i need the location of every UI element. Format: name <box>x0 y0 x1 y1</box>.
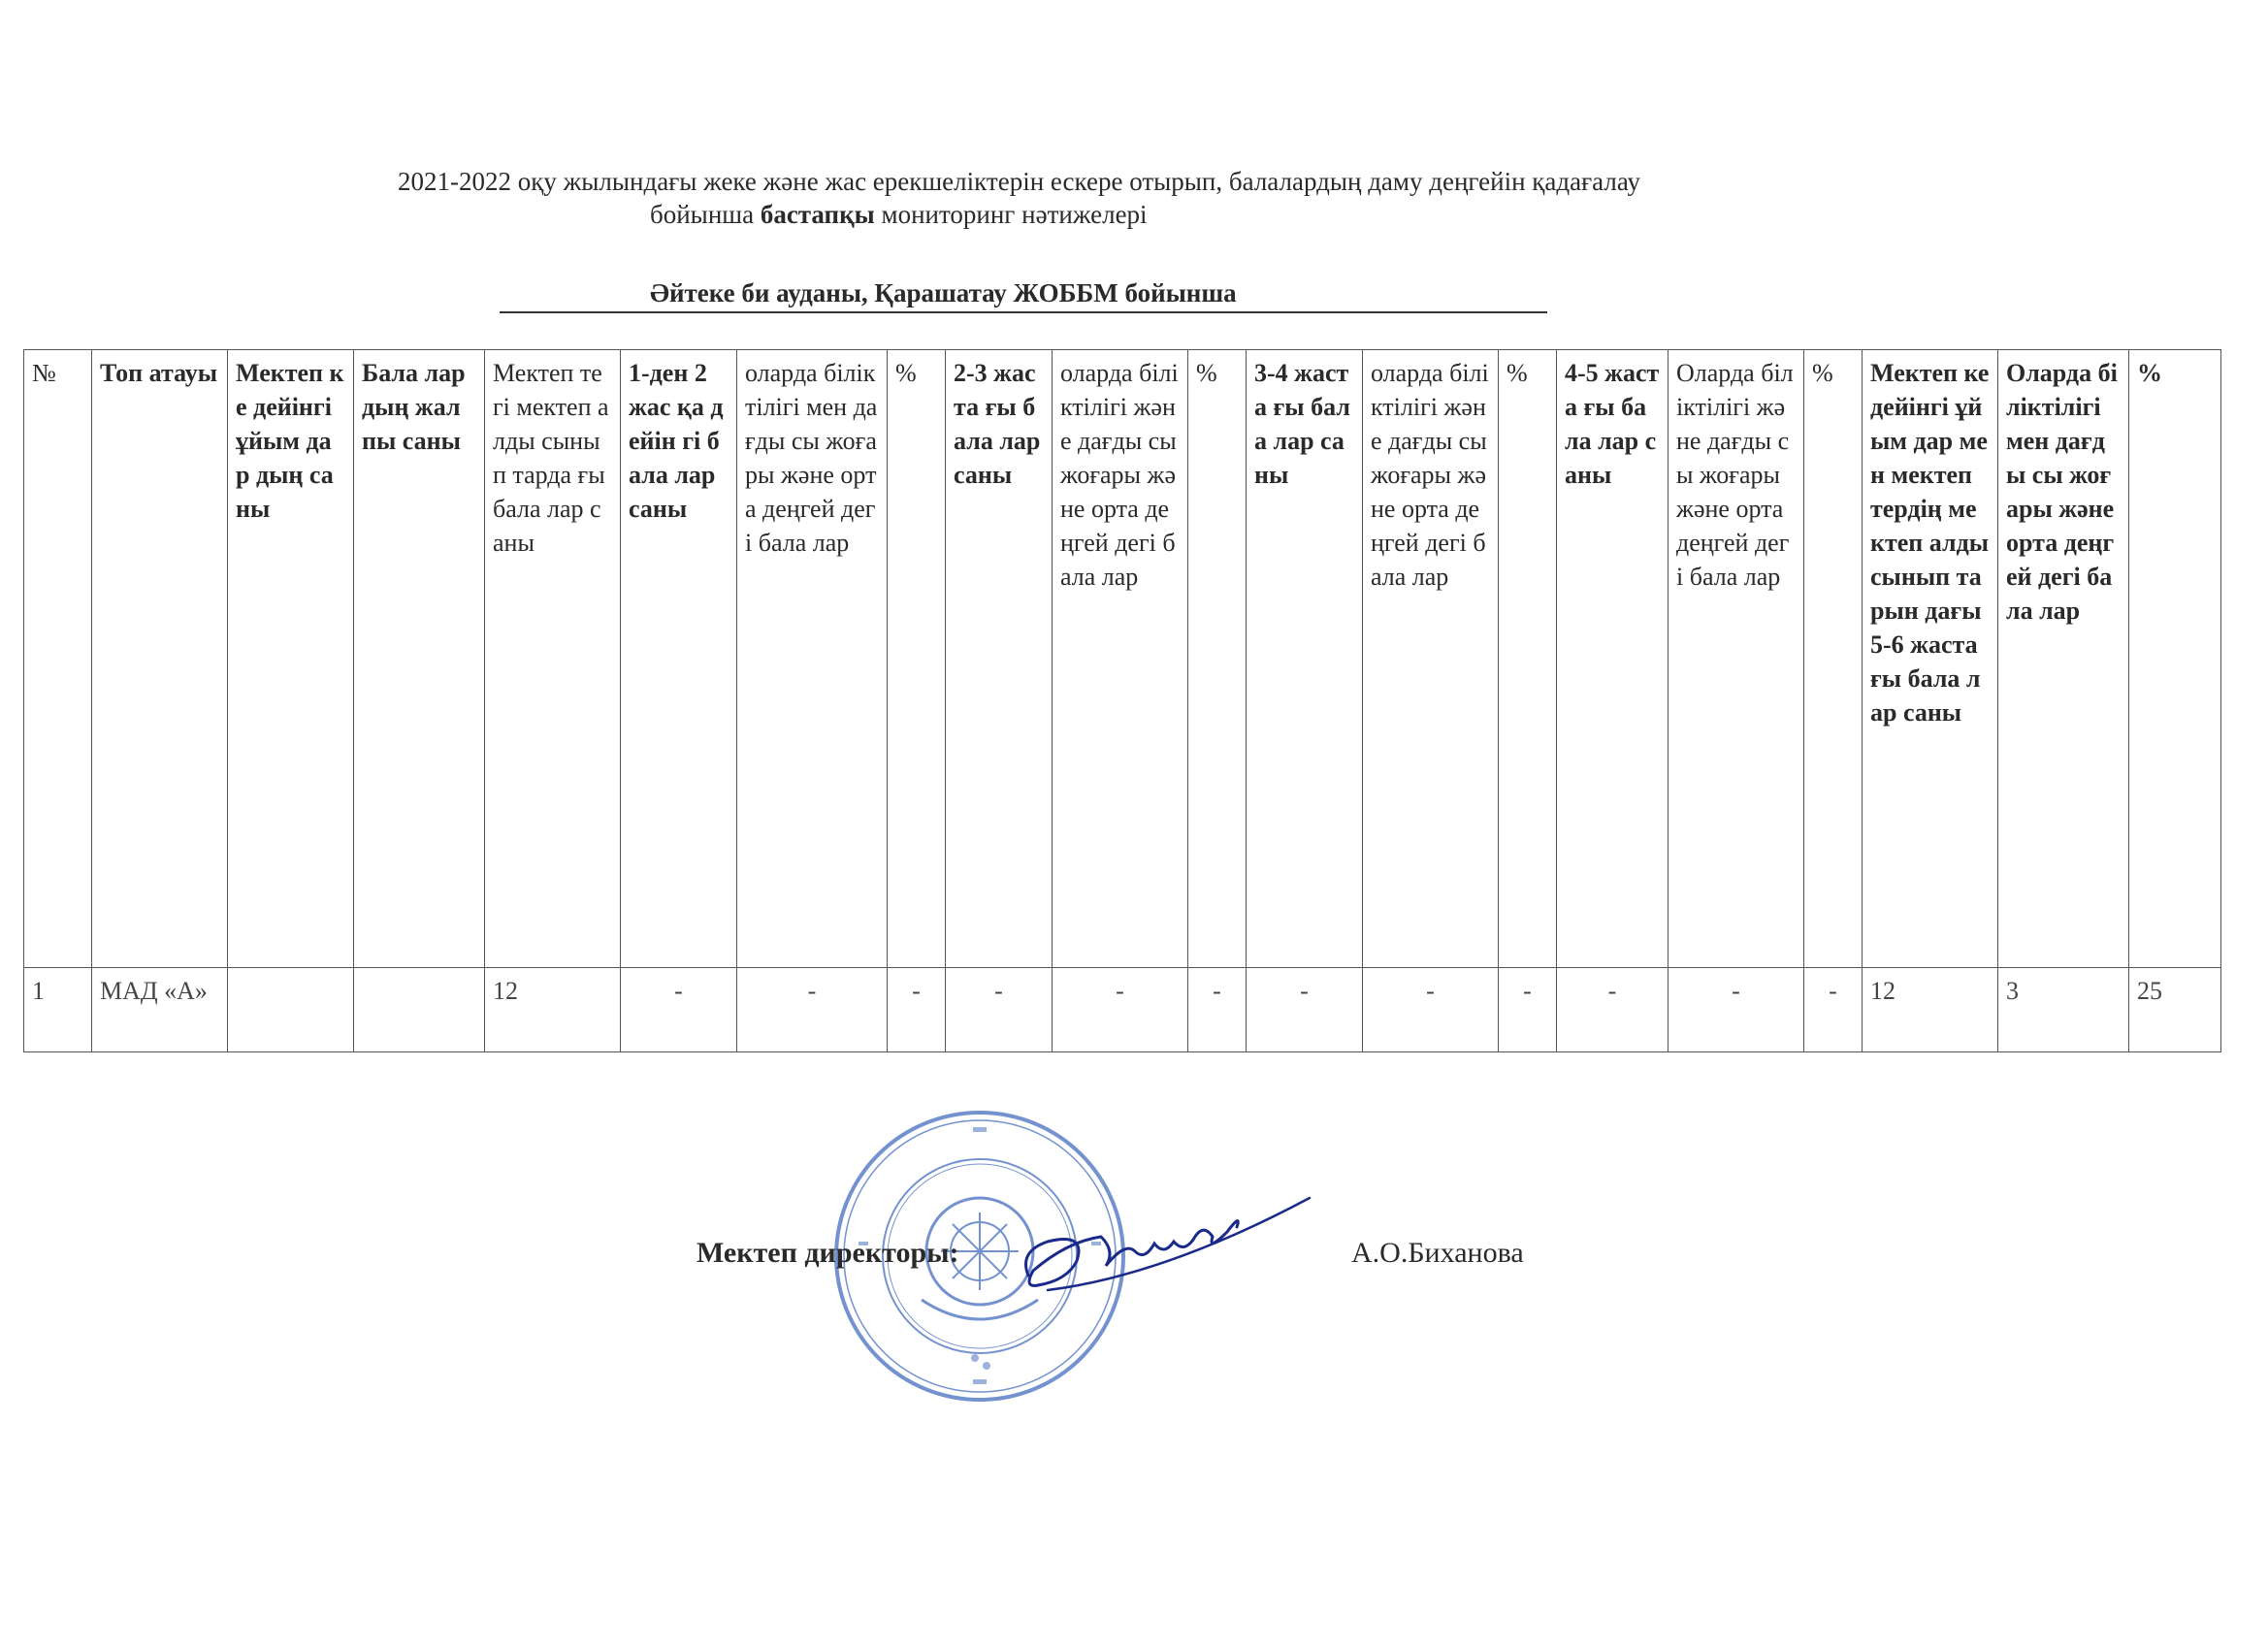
column-header: % <box>1188 350 1247 968</box>
report-subtitle: Әйтеке би ауданы, Қарашатау ЖОББМ бойынша <box>500 276 1547 313</box>
column-header: % <box>888 350 946 968</box>
table-cell: - <box>1499 968 1557 1052</box>
column-header: % <box>1499 350 1557 968</box>
column-header: Мектеп ке дейінгі ұйым дар мен мектеп тердің мектеп алды сынып тарын дағы 5-6 жаста ғы бала лар саны <box>1863 350 1998 968</box>
column-header: Топ атауы <box>92 350 228 968</box>
table-cell: 1 <box>24 968 92 1052</box>
table-cell: - <box>621 968 737 1052</box>
table-cell: - <box>1053 968 1188 1052</box>
table-body <box>24 968 2221 1052</box>
director-label: Мектеп директоры: <box>697 1237 959 1269</box>
column-header: оларда біліктілігі мен дағды сы жоғары және орта деңгей дегі бала лар <box>737 350 888 968</box>
table-cell: - <box>737 968 888 1052</box>
table-cell: МАД «А» <box>92 968 228 1052</box>
table-cell <box>228 968 354 1052</box>
table-cell: 12 <box>485 968 621 1052</box>
table-cell: - <box>888 968 946 1052</box>
column-header: Оларда біліктілігі және дағды сы жоғары және орта деңгей дегі бала лар <box>1669 350 1804 968</box>
director-signature <box>1009 1183 1319 1310</box>
title-line2-bold: бастапқы <box>760 200 875 229</box>
report-title-line1: 2021-2022 оқу жылындағы жеке және жас ерекшеліктерін ескере отырып, балалардың даму деңгейін қадағалау <box>398 167 1640 196</box>
table-cell: - <box>1669 968 1804 1052</box>
column-header: Мектеп тегі мектеп алды сынып тарда ғы бала лар саны <box>485 350 621 968</box>
table-cell: - <box>1188 968 1247 1052</box>
table-cell: - <box>946 968 1053 1052</box>
column-header: 2-3 жаста ғы бала лар саны <box>946 350 1053 968</box>
column-header: % <box>2129 350 2221 968</box>
table-cell: - <box>1247 968 1363 1052</box>
title-line2-suffix: мониторинг нәтижелері <box>874 200 1148 229</box>
table-cell <box>354 968 485 1052</box>
table-cell: 12 <box>1863 968 1998 1052</box>
column-header: 4-5 жаста ғы бала лар саны <box>1557 350 1669 968</box>
column-header: Оларда біліктілігі мен дағды сы жоғары және орта деңгей дегі бала лар <box>1998 350 2129 968</box>
column-header: Бала лар дың жал пы саны <box>354 350 485 968</box>
table-row <box>24 968 2221 1052</box>
table-cell: 3 <box>1998 968 2129 1052</box>
table-cell: - <box>1557 968 1669 1052</box>
column-header: оларда біліктілігі және дағды сы жоғары және орта деңгей дегі бала лар <box>1053 350 1188 968</box>
table-cell: 25 <box>2129 968 2221 1052</box>
director-name: А.О.Биханова <box>1351 1237 1524 1269</box>
column-header: % <box>1804 350 1863 968</box>
title-line2-prefix: бойынша <box>650 200 761 229</box>
column-header: оларда біліктілігі және дағды сы жоғары және орта деңгей дегі бала лар <box>1363 350 1499 968</box>
table-cell: - <box>1363 968 1499 1052</box>
column-header: Мектеп ке дейінгі ұйым дар дың саны <box>228 350 354 968</box>
report-title-line2 <box>650 198 1523 231</box>
monitoring-table <box>23 349 2221 1052</box>
column-header: 1-ден 2 жас қа дейін гі бала лар саны <box>621 350 737 968</box>
table-header-row <box>24 350 2221 968</box>
column-header: 3-4 жаста ғы бала лар саны <box>1247 350 1363 968</box>
table-cell: - <box>1804 968 1863 1052</box>
column-header: № <box>24 350 92 968</box>
